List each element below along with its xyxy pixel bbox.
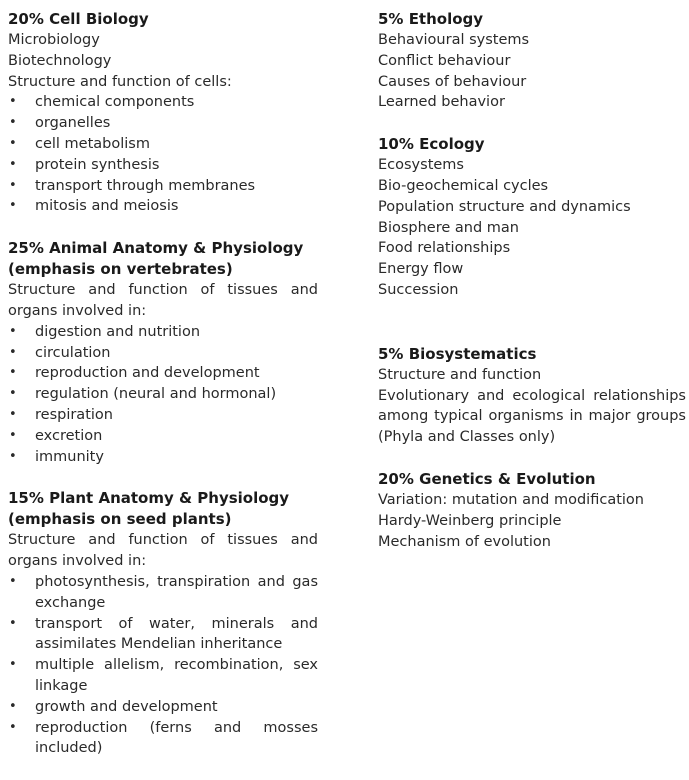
topic-line: Population structure and dynamics — [378, 198, 631, 215]
topic-line: Causes of behaviour — [378, 73, 527, 90]
bullet-icon: • — [9, 386, 17, 402]
bullet-icon: • — [9, 719, 17, 735]
section-cell-biology — [8, 9, 318, 217]
topic-paragraph: Evolutionary and ecological relationships among typical organisms in major groups (Phyla and Classes only) — [378, 387, 686, 446]
list-item: • digestion and nutrition — [8, 322, 318, 343]
list-item: • photosynthesis, transpiration and gas exchange — [9, 573, 318, 611]
topic-line: Conflict behaviour — [378, 52, 511, 69]
topic-line: Variation: mutation and modification — [378, 491, 644, 508]
list-item: • mitosis and meiosis — [8, 196, 318, 217]
bullet-icon: • — [9, 657, 17, 673]
intro-text: Structure and function of tissues and organs involved in: — [8, 282, 318, 319]
list-item: • protein synthesis — [8, 155, 318, 176]
section-ethology — [378, 9, 686, 113]
topic-line: Energy flow — [378, 261, 464, 278]
left-column — [8, 9, 318, 759]
list-item: • excretion — [8, 426, 318, 447]
right-column — [378, 9, 686, 552]
topic-line: Food relationships — [378, 240, 511, 257]
bullet-icon: • — [9, 615, 17, 631]
list-item: • regulation (neural and hormonal) — [8, 384, 318, 405]
section-genetics-evolution — [378, 469, 686, 552]
list-item: • organelles — [8, 113, 318, 134]
topic-line: Structure and function — [378, 366, 542, 383]
section-heading: 25% Animal Anatomy & Physiology — [8, 239, 304, 258]
bullet-icon: • — [9, 135, 17, 151]
bullet-icon: • — [9, 94, 17, 110]
list-item: • transport through membranes — [8, 176, 318, 197]
bullet-icon: • — [9, 177, 17, 193]
section-ecology — [378, 134, 686, 301]
topic-line: Hardy-Weinberg principle — [378, 512, 562, 529]
topic-line: Biosphere and man — [378, 219, 519, 236]
bullet-icon: • — [9, 198, 17, 214]
bullet-icon: • — [9, 365, 17, 381]
section-heading: 5% Biosystematics — [378, 344, 537, 363]
topic-line: Microbiology — [8, 32, 100, 48]
topic-line: Structure and function of cells: — [8, 73, 232, 90]
section-biosystematics — [378, 344, 686, 448]
section-plant-anatomy — [8, 488, 318, 759]
bullet-list — [8, 92, 318, 217]
section-animal-anatomy — [8, 238, 318, 467]
list-item: • circulation — [8, 343, 318, 364]
list-item: • growth and development — [8, 697, 318, 718]
list-item: • respiration — [8, 405, 318, 426]
list-item: • multiple allelism, recombination, sex linkage — [9, 657, 318, 694]
intro-text: Structure and function of tissues and organs involved in: — [8, 532, 318, 570]
bullet-icon: • — [9, 573, 17, 589]
list-item: • chemical components — [8, 92, 318, 113]
bullet-icon: • — [9, 448, 17, 464]
topic-line: Biotechnology — [8, 52, 112, 69]
bullet-icon: • — [9, 323, 17, 339]
section-heading: 10% Ecology — [378, 135, 485, 154]
bullet-icon: • — [9, 698, 17, 714]
bullet-icon: • — [9, 406, 17, 422]
section-subheading: (emphasis on vertebrates) — [8, 260, 233, 279]
topic-line: Mechanism of evolution — [378, 533, 551, 550]
section-heading: 15% Plant Anatomy & Physiology — [8, 489, 290, 508]
list-item: • reproduction and development — [8, 363, 318, 384]
topic-line: Behavioural systems — [378, 32, 530, 48]
list-item: • cell metabolism — [8, 134, 318, 155]
topic-line: Succession — [378, 281, 459, 298]
bullet-icon: • — [9, 427, 17, 443]
topic-line: Ecosystems — [378, 157, 464, 174]
bullet-icon: • — [9, 344, 17, 360]
list-item: • transport of water, minerals and assimilates Mendelian inheritance — [9, 615, 318, 653]
list-item: • reproduction (ferns and mosses included) — [9, 719, 318, 757]
bullet-list — [8, 572, 318, 759]
section-heading: 20% Genetics & Evolution — [378, 469, 596, 488]
bullet-list — [8, 322, 318, 468]
list-item: • immunity — [8, 447, 318, 468]
section-heading: 20% Cell Biology — [8, 10, 149, 28]
bullet-icon: • — [9, 115, 17, 131]
topic-line: Bio-geochemical cycles — [378, 177, 549, 194]
bullet-icon: • — [9, 156, 17, 172]
topic-line: Learned behavior — [378, 94, 505, 111]
section-subheading: (emphasis on seed plants) — [8, 510, 232, 529]
section-heading: 5% Ethology — [378, 10, 484, 28]
